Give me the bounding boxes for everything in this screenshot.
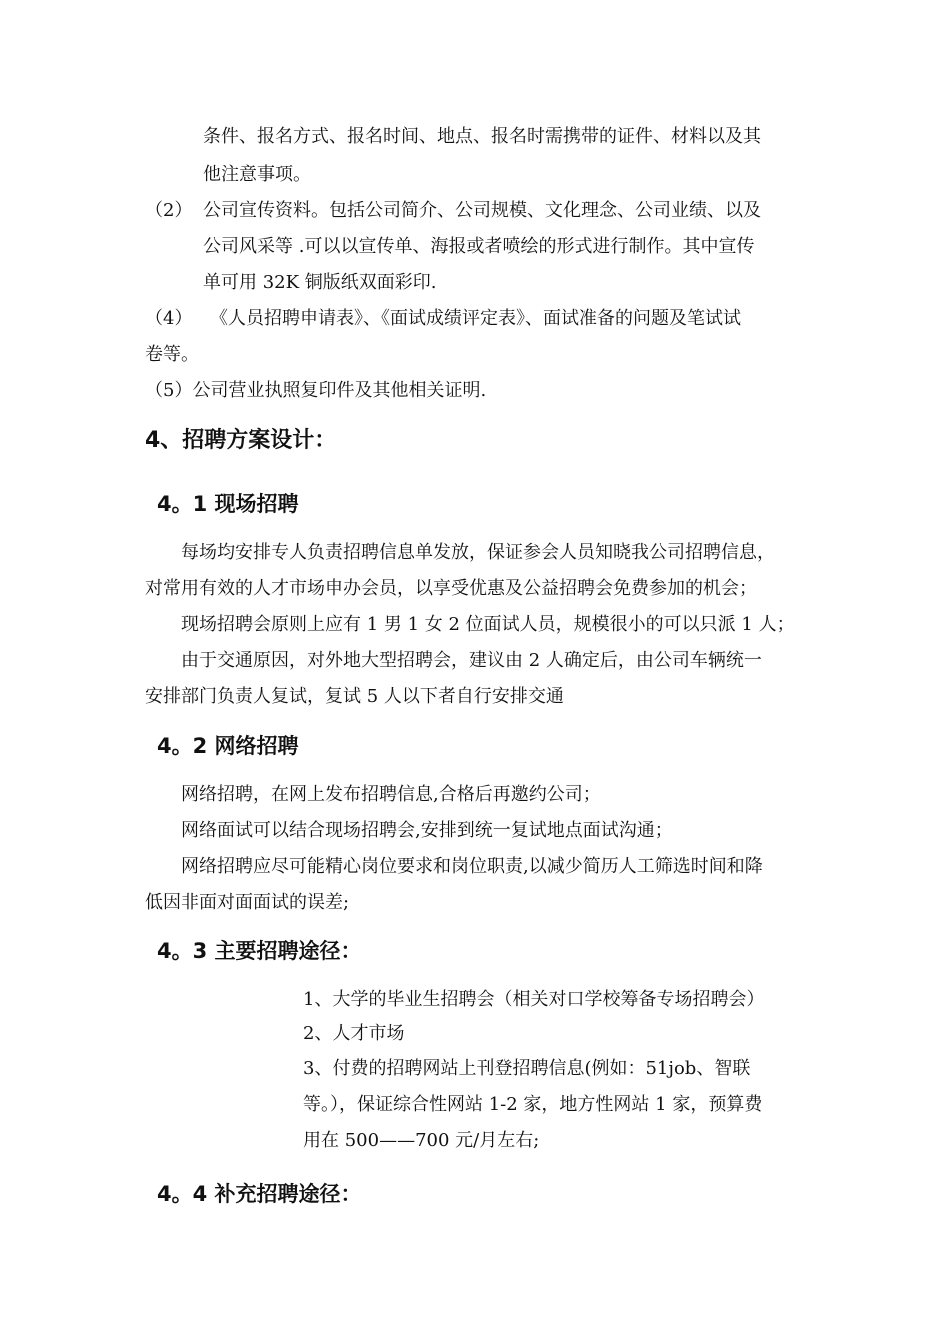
text-line: 公司风采等 .可以以宣传单、海报或者喷绘的形式进行制作。其中宣传 (203, 236, 755, 257)
text-line: 他注意事项。 (203, 164, 311, 185)
paragraph-line: 网络招聘应尽可能精心岗位要求和岗位职责,以减少简历人工筛选时间和降 (181, 856, 763, 877)
text-line: 公司宣传资料。包括公司简介、公司规模、文化理念、公司业绩、以及 (203, 200, 761, 221)
subsection-heading: 4。4 补充招聘途径： (157, 1182, 362, 1206)
text-line: 卷等。 (145, 344, 199, 365)
text-line: 单可用 32K 铜版纸双面彩印. (203, 272, 437, 293)
paragraph-line: 网络招聘，在网上发布招聘信息,合格后再邀约公司； (181, 784, 601, 805)
list-item: 3、付费的招聘网站上刊登招聘信息(例如：51job、智联 (303, 1058, 751, 1079)
paragraph-line: 对常用有效的人才市场申办会员，以享受优惠及公益招聘会免费参加的机会； (145, 578, 757, 599)
subsection-heading: 4。2 网络招聘 (157, 734, 299, 758)
paragraph-line: 由于交通原因，对外地大型招聘会，建议由 2 人确定后，由公司车辆统一 (181, 650, 762, 671)
text-line: 条件、报名方式、报名时间、地点、报名时需携带的证件、材料以及其 (203, 126, 761, 147)
paragraph-line: 安排部门负责人复试，复试 5 人以下者自行安排交通 (145, 686, 564, 707)
paragraph-line: 现场招聘会原则上应有 1 男 1 女 2 位面试人员，规模很小的可以只派 1 人； (181, 614, 795, 635)
paragraph-line: 低因非面对面面试的误差; (145, 892, 350, 913)
paragraph-line: 每场均安排专人负责招聘信息单发放，保证参会人员知晓我公司招聘信息， (181, 542, 775, 563)
text-line: （5）公司营业执照复印件及其他相关证明. (145, 380, 487, 401)
list-item: 2、人才市场 (303, 1023, 405, 1044)
text-line: 《人员招聘申请表》、《面试成绩评定表》、面试准备的问题及笔试试 (210, 308, 741, 329)
section-heading: 4、招聘方案设计： (145, 428, 337, 453)
subsection-heading: 4。1 现场招聘 (157, 492, 299, 516)
list-number: （2） (145, 200, 193, 221)
list-item: 1、大学的毕业生招聘会（相关对口学校筹备专场招聘会） (303, 989, 765, 1010)
paragraph-line: 网络面试可以结合现场招聘会,安排到统一复试地点面试沟通； (181, 820, 673, 841)
subsection-heading: 4。3 主要招聘途径： (157, 939, 362, 963)
list-item-continuation: 用在 500——700 元/月左右; (303, 1130, 540, 1151)
list-number: （4） (145, 308, 193, 329)
list-item-continuation: 等。），保证综合性网站 1-2 家，地方性网站 1 家，预算费 (303, 1094, 763, 1115)
